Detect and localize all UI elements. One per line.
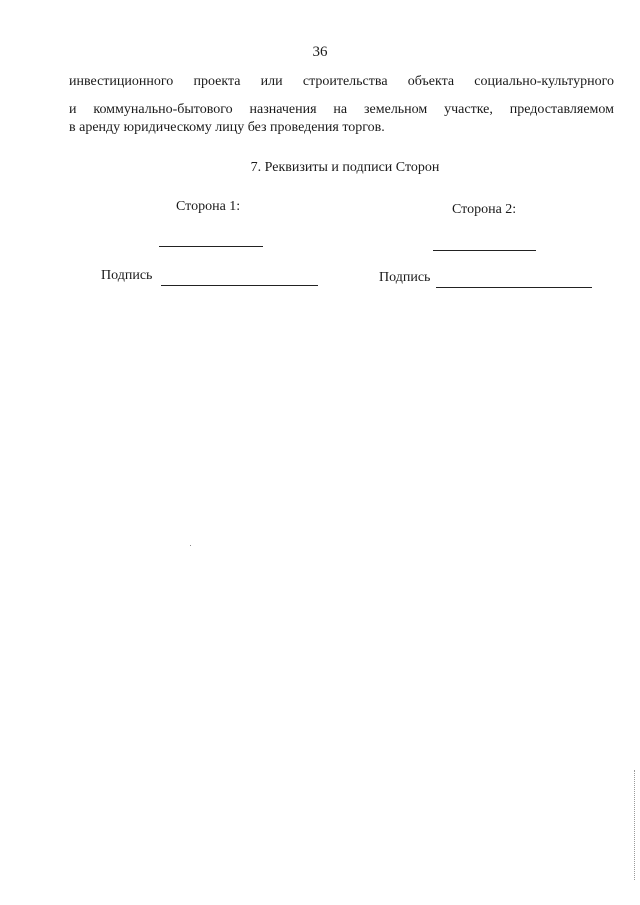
party1-name-blank (159, 246, 263, 247)
body-text-line: и коммунально-бытового назначения на земельном участке, предоставляемом (69, 102, 614, 117)
party2-signature-label: Подпись (379, 270, 431, 285)
scan-artifact-speck (190, 545, 191, 546)
scan-artifact-edge (634, 770, 635, 880)
page-number: 36 (312, 44, 328, 60)
body-text-line: в аренду юридическому лицу без проведения торгов. (69, 120, 385, 135)
party2-signature-line (436, 287, 592, 288)
party2-name-blank (433, 250, 536, 251)
section-title: 7. Реквизиты и подписи Сторон (250, 160, 440, 175)
party2-label: Сторона 2: (452, 202, 517, 217)
body-text-line: инвестиционного проекта или строительства объекта социально-культурного (69, 74, 614, 89)
party1-label: Сторона 1: (176, 199, 241, 214)
party1-signature-line (161, 285, 318, 286)
party1-signature-label: Подпись (101, 268, 153, 283)
